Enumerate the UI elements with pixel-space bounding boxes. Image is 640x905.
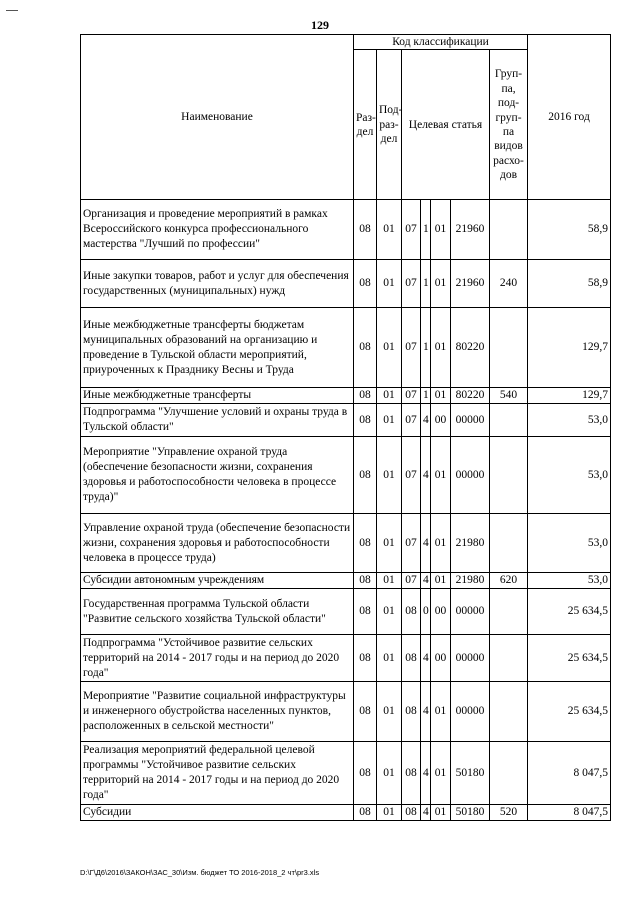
table-row <box>81 573 611 589</box>
row-value: 8 047,5 <box>528 742 611 805</box>
row-subsection: 01 <box>377 682 402 742</box>
row-section: 08 <box>354 514 377 573</box>
row-target-4: 00000 <box>451 404 490 437</box>
row-target-3: 00 <box>431 635 451 682</box>
row-target-4: 00000 <box>451 437 490 514</box>
row-section: 08 <box>354 200 377 260</box>
row-target-3: 00 <box>431 404 451 437</box>
header-code-classification: Код классификации <box>354 35 528 50</box>
row-name: Субсидии автономным учреждениям <box>81 573 354 589</box>
row-target-2: 4 <box>421 682 431 742</box>
page-number: 129 <box>311 18 329 32</box>
row-name: Подпрограмма "Устойчивое развитие сельских территорий на 2014 - 2017 годы и на период до 2020 года" <box>81 635 354 682</box>
row-value: 25 634,5 <box>528 589 611 635</box>
row-section: 08 <box>354 805 377 821</box>
row-target-2: 4 <box>421 742 431 805</box>
row-subsection: 01 <box>377 742 402 805</box>
row-target-2: 4 <box>421 437 431 514</box>
row-target-4: 21980 <box>451 514 490 573</box>
row-subsection: 01 <box>377 437 402 514</box>
row-target-4: 50180 <box>451 805 490 821</box>
row-value: 53,0 <box>528 573 611 589</box>
table-row <box>81 260 611 308</box>
row-target-4: 21980 <box>451 573 490 589</box>
row-name: Субсидии <box>81 805 354 821</box>
row-target-3: 01 <box>431 200 451 260</box>
row-subsection: 01 <box>377 514 402 573</box>
row-target-2: 1 <box>421 388 431 404</box>
table-row <box>81 308 611 388</box>
row-section: 08 <box>354 437 377 514</box>
row-expense-group <box>490 437 528 514</box>
budget-table <box>80 34 611 821</box>
table-row <box>81 589 611 635</box>
row-target-1: 07 <box>402 200 421 260</box>
row-expense-group <box>490 404 528 437</box>
row-target-3: 01 <box>431 437 451 514</box>
row-expense-group <box>490 635 528 682</box>
row-expense-group: 520 <box>490 805 528 821</box>
table-row <box>81 742 611 805</box>
header-row-1 <box>81 35 611 50</box>
table-row <box>81 404 611 437</box>
row-target-1: 07 <box>402 388 421 404</box>
row-value: 58,9 <box>528 260 611 308</box>
row-expense-group <box>490 589 528 635</box>
row-subsection: 01 <box>377 308 402 388</box>
row-name: Иные закупки товаров, работ и услуг для обеспечения государственных (муниципальных) нужд <box>81 260 354 308</box>
row-target-4: 21960 <box>451 200 490 260</box>
row-target-2: 4 <box>421 514 431 573</box>
row-target-2: 4 <box>421 805 431 821</box>
row-subsection: 01 <box>377 589 402 635</box>
row-target-3: 01 <box>431 308 451 388</box>
row-expense-group <box>490 514 528 573</box>
row-target-1: 07 <box>402 437 421 514</box>
header-name: Наименование <box>81 35 354 200</box>
row-section: 08 <box>354 573 377 589</box>
header-subsection: Под-раз-дел <box>377 50 402 200</box>
row-subsection: 01 <box>377 635 402 682</box>
row-target-3: 00 <box>431 589 451 635</box>
row-expense-group: 620 <box>490 573 528 589</box>
row-target-3: 01 <box>431 573 451 589</box>
row-value: 8 047,5 <box>528 805 611 821</box>
table-row <box>81 437 611 514</box>
row-section: 08 <box>354 404 377 437</box>
row-target-2: 1 <box>421 260 431 308</box>
row-value: 129,7 <box>528 388 611 404</box>
row-subsection: 01 <box>377 200 402 260</box>
row-subsection: 01 <box>377 404 402 437</box>
table-row <box>81 514 611 573</box>
header-expense-group: Груп-па, под-груп-па видов расхо-дов <box>490 50 528 200</box>
table-row <box>81 682 611 742</box>
row-value: 25 634,5 <box>528 635 611 682</box>
row-subsection: 01 <box>377 573 402 589</box>
row-target-1: 08 <box>402 589 421 635</box>
row-target-3: 01 <box>431 805 451 821</box>
row-target-3: 01 <box>431 388 451 404</box>
footer-file-path: D:\Г\Д6\2016\ЗАКОН\ЗАС_30\Изм. бюджет ТО 2016-2018_2 чт\pr3.xls <box>80 868 320 877</box>
row-target-4: 50180 <box>451 742 490 805</box>
row-section: 08 <box>354 388 377 404</box>
row-target-2: 4 <box>421 573 431 589</box>
row-section: 08 <box>354 308 377 388</box>
row-name: Подпрограмма "Улучшение условий и охраны труда в Тульской области" <box>81 404 354 437</box>
header-target-article: Целевая статья <box>402 50 490 200</box>
row-value: 25 634,5 <box>528 682 611 742</box>
row-target-3: 01 <box>431 514 451 573</box>
scan-corner-mark <box>6 10 18 11</box>
row-target-4: 80220 <box>451 388 490 404</box>
row-name: Иные межбюджетные трансферты бюджетам муниципальных образований на организацию и проведение в Тульской области мероприятий, приуроченных к Празднику Весны и Труда <box>81 308 354 388</box>
row-expense-group <box>490 742 528 805</box>
table-row <box>81 388 611 404</box>
row-section: 08 <box>354 682 377 742</box>
row-name: Мероприятие "Развитие социальной инфраструктуры и инженерного обустройства населенных пунктов, расположенных в сельской местности" <box>81 682 354 742</box>
row-subsection: 01 <box>377 260 402 308</box>
row-value: 53,0 <box>528 514 611 573</box>
row-target-1: 07 <box>402 308 421 388</box>
row-value: 53,0 <box>528 437 611 514</box>
row-target-2: 4 <box>421 635 431 682</box>
row-target-1: 07 <box>402 514 421 573</box>
row-name: Организация и проведение мероприятий в рамках Всероссийского конкурса профессионального мастерства "Лучший по профессии" <box>81 200 354 260</box>
row-section: 08 <box>354 742 377 805</box>
row-target-1: 08 <box>402 635 421 682</box>
row-target-1: 08 <box>402 682 421 742</box>
table-row <box>81 200 611 260</box>
row-target-2: 0 <box>421 589 431 635</box>
row-name: Управление охраной труда (обеспечение безопасности жизни, сохранения здоровья и работоспособности человека в процессе труда) <box>81 514 354 573</box>
row-target-2: 1 <box>421 200 431 260</box>
row-target-1: 07 <box>402 573 421 589</box>
row-target-3: 01 <box>431 742 451 805</box>
row-section: 08 <box>354 635 377 682</box>
row-target-3: 01 <box>431 260 451 308</box>
row-target-1: 08 <box>402 742 421 805</box>
row-name: Государственная программа Тульской области "Развитие сельского хозяйства Тульской области" <box>81 589 354 635</box>
row-target-4: 00000 <box>451 682 490 742</box>
row-expense-group <box>490 200 528 260</box>
row-expense-group: 540 <box>490 388 528 404</box>
row-subsection: 01 <box>377 388 402 404</box>
row-target-4: 21960 <box>451 260 490 308</box>
row-target-2: 4 <box>421 404 431 437</box>
row-target-4: 80220 <box>451 308 490 388</box>
row-expense-group <box>490 682 528 742</box>
row-value: 129,7 <box>528 308 611 388</box>
row-section: 08 <box>354 260 377 308</box>
row-expense-group <box>490 308 528 388</box>
row-value: 58,9 <box>528 200 611 260</box>
row-subsection: 01 <box>377 805 402 821</box>
row-name: Мероприятие "Управление охраной труда (обеспечение безопасности жизни, сохранения здоровья и работоспособности человека в процессе труда)" <box>81 437 354 514</box>
row-target-1: 07 <box>402 404 421 437</box>
row-target-3: 01 <box>431 682 451 742</box>
row-target-4: 00000 <box>451 635 490 682</box>
row-section: 08 <box>354 589 377 635</box>
row-target-1: 07 <box>402 260 421 308</box>
row-expense-group: 240 <box>490 260 528 308</box>
row-value: 53,0 <box>528 404 611 437</box>
table-row <box>81 635 611 682</box>
row-name: Реализация мероприятий федеральной целевой программы "Устойчивое развитие сельских территорий на 2014 - 2017 годы и на период до 2020 года" <box>81 742 354 805</box>
header-section: Раз-дел <box>354 50 377 200</box>
row-name: Иные межбюджетные трансферты <box>81 388 354 404</box>
row-target-2: 1 <box>421 308 431 388</box>
table-row <box>81 805 611 821</box>
row-target-1: 08 <box>402 805 421 821</box>
header-year: 2016 год <box>528 35 611 200</box>
row-target-4: 00000 <box>451 589 490 635</box>
